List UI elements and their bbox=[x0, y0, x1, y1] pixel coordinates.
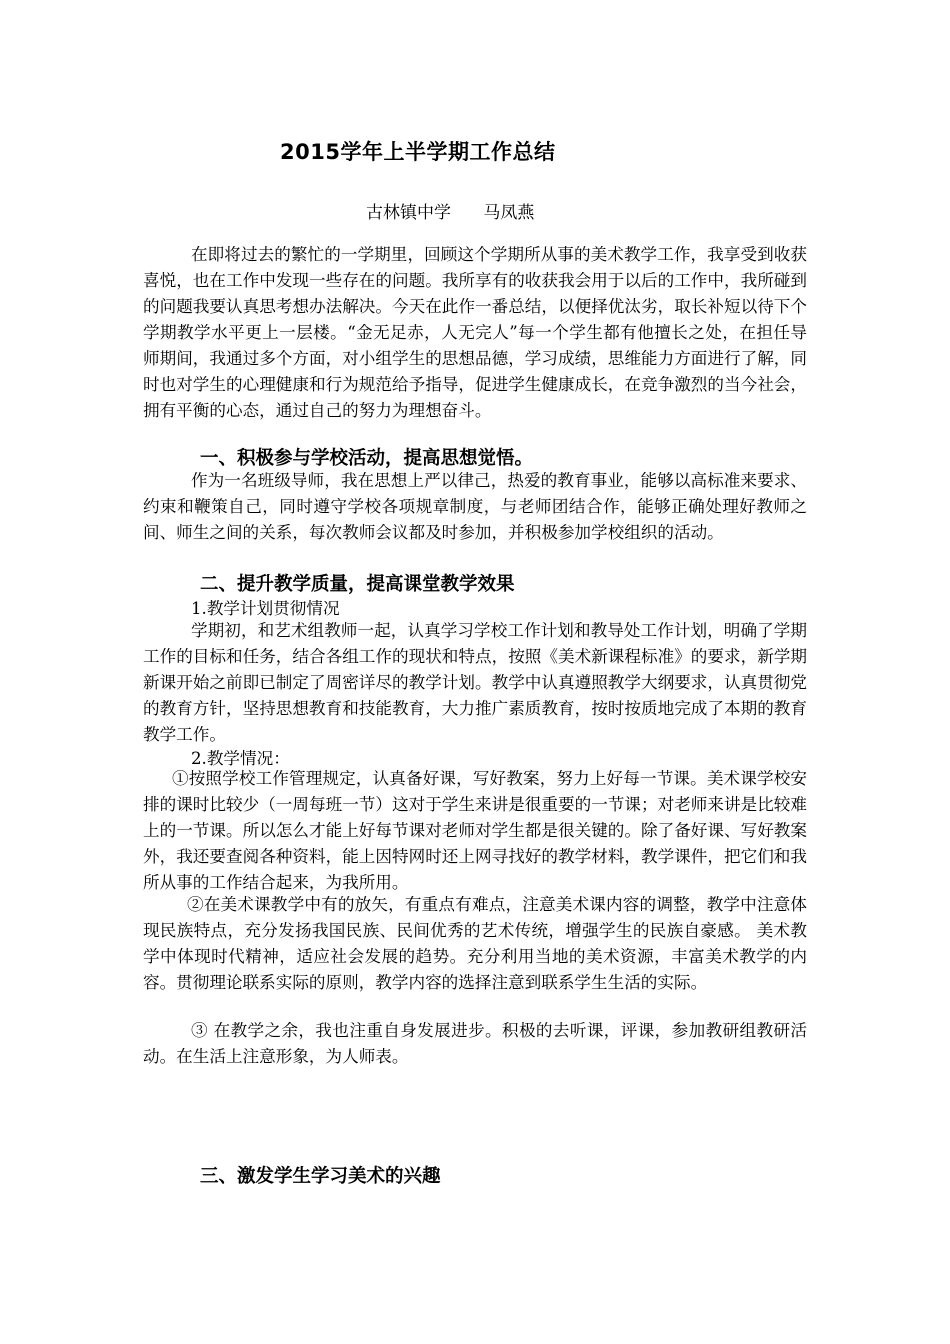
section3-heading: 三、激发学生学习美术的兴趣 bbox=[200, 1166, 441, 1187]
teaching-item-2: ②在美术课教学中有的放矢，有重点有难点，注意美术课内容的调整，教学中注意体现民族特点，充分发扬我国民族、民间优秀的艺术传统，增强学生的民族自豪感。 美术教学中体现时代精神，适应社会发展的趋势。充分利用当地的美术资源，丰富美术教学的内容。贯彻理论联系实际的原则，教学内容的选择注意到联系学生生活的实际。 bbox=[143, 895, 807, 992]
teaching-item-3: ③ 在教学之余，我也注重自身发展进步。积极的去听课，评课，参加教研组教研活动。在生活上注意形象，为人师表。 bbox=[143, 1021, 807, 1066]
subsection2-label: 2.教学情况： bbox=[191, 749, 290, 768]
section2-heading: 二、提升教学质量，提高课堂教学效果 bbox=[200, 574, 515, 595]
teaching-item-1: ①按照学校工作管理规定，认真备好课，写好教案，努力上好每一节课。美术课学校安排的课时比较少（一周每班一节）这对于学生来讲是很重要的一节课；对老师来讲是比较难上的一节课。所以怎么才能上好每节课对老师对学生都是很关键的。除了备好课、写好教案外，我还要查阅各种资料，能上因特网时还上网寻找好的教学材料，教学课件，把它们和我所从事的工作结合起来，为我所用。 bbox=[143, 769, 807, 892]
section1-paragraph: 作为一名班级导师，我在思想上严以律己，热爱的教育事业，能够以高标准来要求、约束和鞭策自己，同时遵守学校各项规章制度，与老师团结合作，能够正确处理好教师之间、师生之间的关系，每次教师会议都及时参加，并积极参加学校组织的活动。 bbox=[143, 471, 807, 542]
document-title: 2015学年上半学期工作总结 bbox=[280, 140, 556, 164]
subsection1-label: 1.教学计划贯彻情况 bbox=[191, 599, 340, 618]
subsection1-paragraph: 学期初，和艺术组教师一起，认真学习学校工作计划和教导处工作计划，明确了学期工作的目标和任务，结合各组工作的现状和特点，按照《美术新课程标准》的要求，新学期新课开始之前即已制定了周密详尽的教学计划。教学中认真遵照教学大纲要求，认真贯彻党的教育方针，坚持思想教育和技能教育，大力推广素质教育，按时按质地完成了本期的教育教学工作。 bbox=[143, 621, 807, 744]
section1-heading: 一、积极参与学校活动，提高思想觉悟。 bbox=[200, 448, 534, 469]
intro-paragraph: 在即将过去的繁忙的一学期里，回顾这个学期所从事的美术教学工作，我享受到收获喜悦，也在工作中发现一些存在的问题。我所享有的收获我会用于以后的工作中，我所碰到的问题我要认真思考想办法解决。今天在此作一番总结，以便择优汰劣，取长补短以待下个学期教学水平更上一层楼。“金无足赤，人无完人”每一个学生都有他擅长之处，在担任导师期间，我通过多个方面，对小组学生的思想品德，学习成绩，思维能力方面进行了解，同时也对学生的心理健康和行为规范给予指导，促进学生健康成长，在竞争激烈的当今社会，拥有平衡的心态，通过自己的努力为理想奋斗。 bbox=[143, 245, 807, 420]
author-line: 古林镇中学 马凤燕 bbox=[366, 203, 535, 223]
